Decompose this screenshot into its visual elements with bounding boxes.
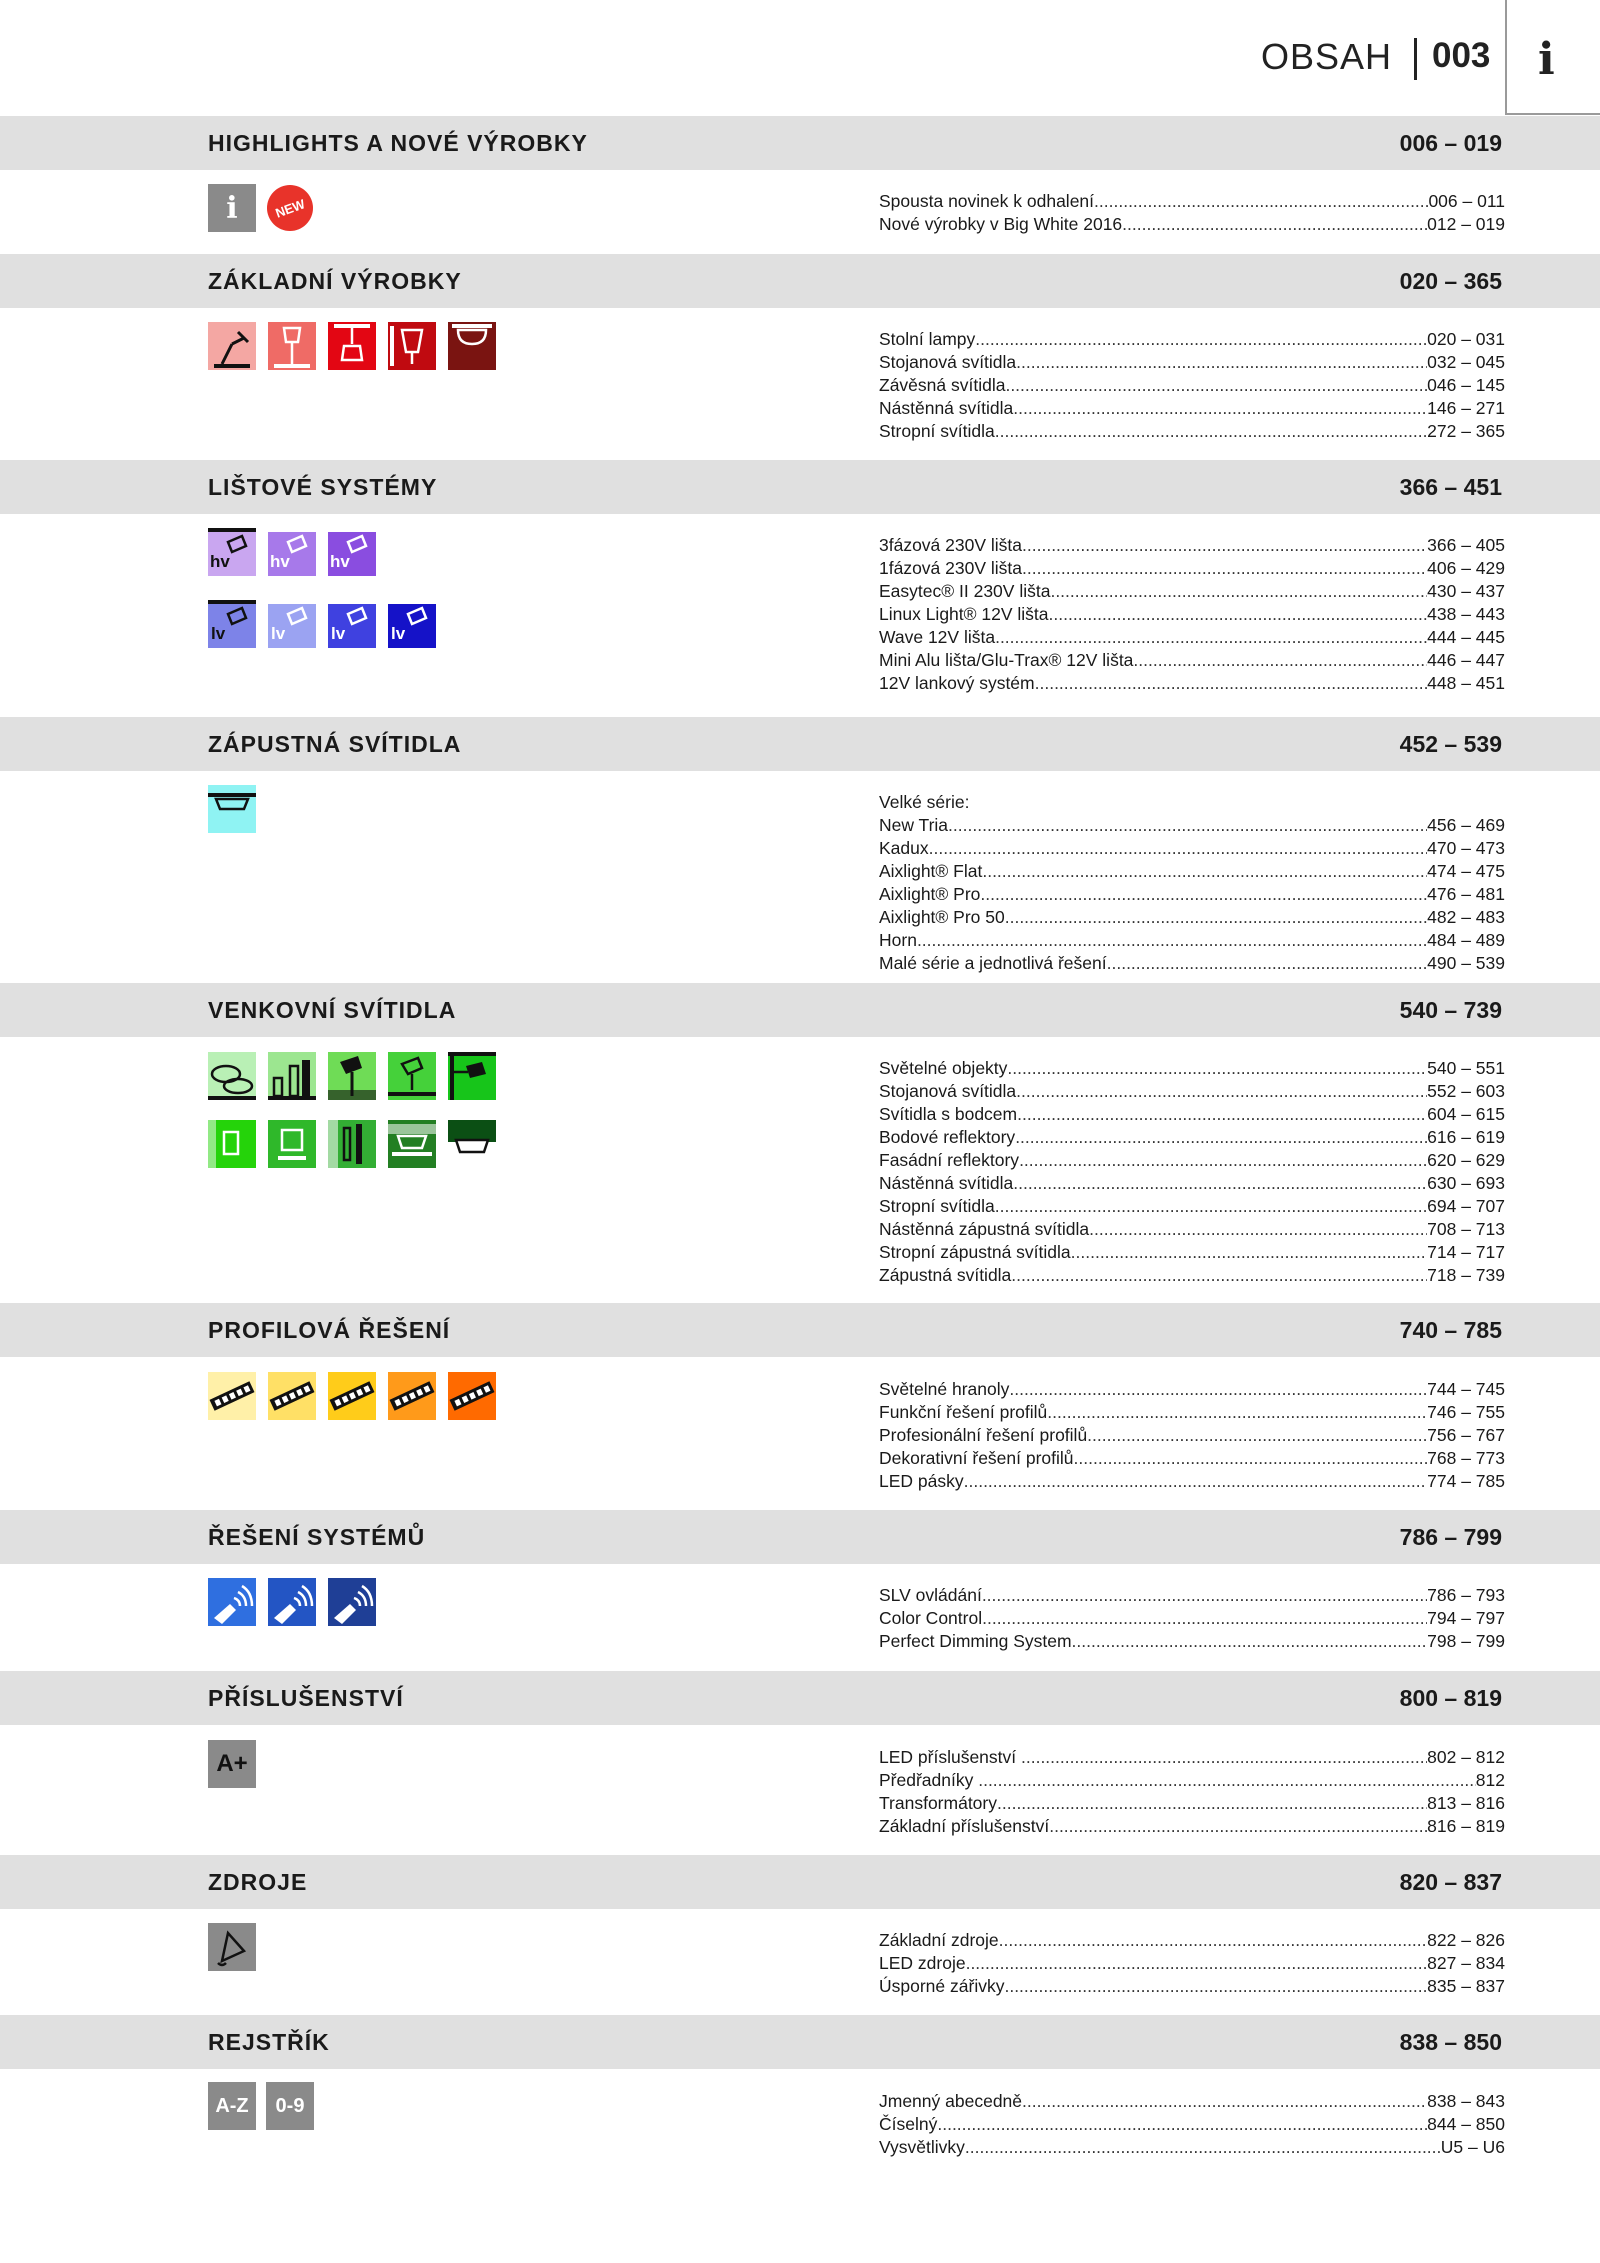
toc-entry[interactable]: Zápustná svítidla ..... 718 – 739 (879, 1264, 1505, 1287)
toc-entry[interactable]: Základní příslušenství ..... 816 – 819 (879, 1815, 1505, 1838)
info-icon: i (208, 184, 256, 232)
toc-list-system-solutions (879, 1584, 1505, 1653)
info-icon: i (1538, 34, 1555, 85)
track-hv-icon (328, 528, 376, 576)
toc-entry[interactable]: Nástěnná zápustná svítidla ..... 708 – 713 (879, 1218, 1505, 1241)
toc-entry[interactable]: Malé série a jednotlivá řešení ..... 490 – 539 (879, 952, 1505, 975)
section-bar-accessories[interactable] (0, 1671, 1600, 1725)
numeric-index-icon: 0-9 (266, 2082, 314, 2130)
toc-entry[interactable]: LED zdroje ..... 827 – 834 (879, 1952, 1505, 1975)
toc-list-index (879, 2090, 1505, 2159)
toc-list-basic-products (879, 328, 1505, 443)
section-bar-system-solutions[interactable] (0, 1510, 1600, 1564)
toc-entry[interactable]: 3fázová 230V lišta ..... 366 – 405 (879, 534, 1505, 557)
toc-entry[interactable]: Nástěnná svítidla ..... 630 – 693 (879, 1172, 1505, 1195)
toc-entry[interactable]: Stropní zápustná svítidla ..... 714 – 717 (879, 1241, 1505, 1264)
toc-entry[interactable]: Svítidla s bodcem ..... 604 – 615 (879, 1103, 1505, 1126)
track-hv-label: hv (270, 552, 290, 571)
section-bar-profiles[interactable] (0, 1303, 1600, 1357)
section-range: 006 – 019 (1399, 130, 1502, 156)
section-bar-highlights[interactable] (0, 116, 1600, 170)
toc-entry[interactable]: Bodové reflektory ..... 616 – 619 (879, 1126, 1505, 1149)
outdoor-ceiling-recessed-icon (388, 1120, 436, 1168)
toc-entry[interactable]: Funkční řešení profilů ..... 746 – 755 (879, 1401, 1505, 1424)
floor-lamp-icon (268, 322, 316, 370)
section-range: 366 – 451 (1399, 474, 1502, 500)
toc-entry[interactable]: Transformátory ..... 813 – 816 (879, 1792, 1505, 1815)
toc-entry[interactable]: Číselný ..... 844 – 850 (879, 2113, 1505, 2136)
wall-lamp-icon (388, 322, 436, 370)
section-range: 540 – 739 (1399, 997, 1502, 1023)
alphabetic-index-icon: A-Z (208, 2082, 256, 2130)
new-badge-label: NEW (273, 195, 307, 221)
toc-entry[interactable]: Kadux ..... 470 – 473 (879, 837, 1505, 860)
section-title: ZÁKLADNÍ VÝROBKY (208, 268, 462, 294)
toc-entry[interactable]: Základní zdroje ..... 822 – 826 (879, 1929, 1505, 1952)
section-range: 838 – 850 (1399, 2029, 1502, 2055)
track-hv-icon (208, 528, 256, 576)
section-title: HIGHLIGHTS A NOVÉ VÝROBKY (208, 130, 588, 156)
section-range: 740 – 785 (1399, 1317, 1502, 1343)
toc-entry[interactable]: Horn ..... 484 – 489 (879, 929, 1505, 952)
page-number: 003 (1432, 36, 1491, 75)
toc-entry[interactable]: Nové výrobky v Big White 2016 ..... 012 – 019 (879, 213, 1505, 236)
remote-control-icon (268, 1578, 316, 1626)
toc-entry[interactable]: Fasádní reflektory ..... 620 – 629 (879, 1149, 1505, 1172)
toc-entry[interactable]: Předřadníky ..... 812 (879, 1769, 1505, 1792)
toc-list-profiles (879, 1378, 1505, 1493)
outdoor-spike-icon (328, 1052, 376, 1100)
toc-entry[interactable]: Profesionální řešení profilů ..... 756 – 767 (879, 1424, 1505, 1447)
track-lv-icon (388, 600, 436, 648)
toc-list-recessed (879, 791, 1505, 975)
section-range: 786 – 799 (1399, 1524, 1502, 1550)
section-bar-outdoor[interactable] (0, 983, 1600, 1037)
accessory-icon: A+ (208, 1740, 256, 1788)
toc-entry[interactable]: Easytec® II 230V lišta ..... 430 – 437 (879, 580, 1505, 603)
track-lv-label: lv (391, 624, 406, 643)
toc-entry[interactable]: Spousta novinek k odhalení ..... 006 – 011 (879, 190, 1505, 213)
toc-entry[interactable]: Závěsná svítidla ..... 046 – 145 (879, 374, 1505, 397)
remote-control-icon (328, 1578, 376, 1626)
section-range: 020 – 365 (1399, 268, 1502, 294)
toc-entry[interactable]: LED pásky ..... 774 – 785 (879, 1470, 1505, 1493)
track-lv-label: lv (271, 624, 286, 643)
toc-entry[interactable]: Nástěnná svítidla ..... 146 – 271 (879, 397, 1505, 420)
toc-entry[interactable]: Perfect Dimming System ..... 798 – 799 (879, 1630, 1505, 1653)
toc-entry[interactable]: Stropní svítidla ..... 272 – 365 (879, 420, 1505, 443)
outdoor-wall-recessed-icon (328, 1120, 376, 1168)
track-hv-label: hv (330, 552, 350, 571)
light-bulb-icon (208, 1923, 256, 1971)
toc-entry[interactable]: 12V lankový systém ..... 448 – 451 (879, 672, 1505, 695)
toc-entry[interactable]: New Tria ..... 456 – 469 (879, 814, 1505, 837)
section-range: 800 – 819 (1399, 1685, 1502, 1711)
outdoor-light-object-icon (208, 1052, 256, 1100)
section-title: ŘEŠENÍ SYSTÉMŮ (208, 1524, 426, 1550)
track-lv-icon (208, 600, 256, 648)
section-title: PROFILOVÁ ŘEŠENÍ (208, 1317, 451, 1343)
toc-entry[interactable]: Color Control ..... 794 – 797 (879, 1607, 1505, 1630)
table-lamp-icon (208, 322, 256, 370)
section-bar-track-systems[interactable] (0, 460, 1600, 514)
led-strip-icon (448, 1372, 496, 1420)
recessed-light-icon (208, 785, 256, 833)
toc-entry[interactable]: Stojanová svítidla ..... 552 – 603 (879, 1080, 1505, 1103)
toc-entry[interactable]: Aixlight® Flat ..... 474 – 475 (879, 860, 1505, 883)
led-strip-icon (328, 1372, 376, 1420)
section-title: REJSTŘÍK (208, 2029, 330, 2055)
led-strip-icon (388, 1372, 436, 1420)
outdoor-ceiling-icon (268, 1120, 316, 1168)
toc-entry[interactable]: Mini Alu lišta/Glu-Trax® 12V lišta ..... 446 – 447 (879, 649, 1505, 672)
track-lv-icon (268, 600, 316, 648)
led-strip-icon (268, 1372, 316, 1420)
toc-entry[interactable]: Linux Light® 12V lišta ..... 438 – 443 (879, 603, 1505, 626)
toc-list-accessories (879, 1746, 1505, 1838)
toc-entry[interactable]: Stropní svítidla ..... 694 – 707 (879, 1195, 1505, 1218)
section-bar-light-sources[interactable] (0, 1855, 1600, 1909)
toc-list-track-systems (879, 534, 1505, 695)
ceiling-lamp-icon (448, 322, 496, 370)
section-title: VENKOVNÍ SVÍTIDLA (208, 997, 457, 1023)
toc-entry[interactable]: Vysvětlivky ..... U5 – U6 (879, 2136, 1505, 2159)
section-range: 820 – 837 (1399, 1869, 1502, 1895)
pendant-lamp-icon (328, 322, 376, 370)
toc-subheading: Velké série: (879, 792, 970, 812)
outdoor-spotlight-icon (388, 1052, 436, 1100)
section-bar-index[interactable] (0, 2015, 1600, 2069)
section-bar-basic-products[interactable] (0, 254, 1600, 308)
section-range: 452 – 539 (1399, 731, 1502, 757)
toc-entry[interactable]: Aixlight® Pro ..... 476 – 481 (879, 883, 1505, 906)
outdoor-recessed-icon (448, 1120, 496, 1168)
toc-list-light-sources (879, 1929, 1505, 1998)
toc-entry[interactable]: Jmenný abecedně ..... 838 – 843 (879, 2090, 1505, 2113)
section-title: LIŠTOVÉ SYSTÉMY (208, 474, 438, 500)
title-separator (1414, 38, 1417, 80)
toc-list-outdoor (879, 1057, 1505, 1287)
track-hv-label: hv (210, 552, 230, 571)
track-lv-label: lv (211, 624, 226, 643)
led-strip-icon (208, 1372, 256, 1420)
toc-entry[interactable]: 1fázová 230V lišta ..... 406 – 429 (879, 557, 1505, 580)
section-title: PŘÍSLUŠENSTVÍ (208, 1685, 404, 1711)
section-title: ZÁPUSTNÁ SVÍTIDLA (208, 731, 462, 757)
toc-entry[interactable]: SLV ovládání ..... 786 – 793 (879, 1584, 1505, 1607)
track-lv-label: lv (331, 624, 346, 643)
toc-entry[interactable]: Aixlight® Pro 50 ..... 482 – 483 (879, 906, 1505, 929)
page-title: OBSAH (1260, 36, 1392, 77)
track-hv-icon (268, 528, 316, 576)
toc-entry[interactable]: Světelné objekty ..... 540 – 551 (879, 1057, 1505, 1080)
section-bar-recessed[interactable] (0, 717, 1600, 771)
toc-list-highlights (879, 190, 1505, 236)
new-badge-icon (266, 184, 314, 232)
outdoor-facade-spot-icon (448, 1052, 496, 1100)
outdoor-bollard-icon (268, 1052, 316, 1100)
track-lv-icon (328, 600, 376, 648)
toc-entry[interactable]: Stojanová svítidla ..... 032 – 045 (879, 351, 1505, 374)
section-title: ZDROJE (208, 1869, 308, 1895)
toc-entry[interactable]: Úsporné zářivky ..... 835 – 837 (879, 1975, 1505, 1998)
toc-entry[interactable]: Světelné hranoly ..... 744 – 745 (879, 1378, 1505, 1401)
toc-entry[interactable]: Wave 12V lišta ..... 444 – 445 (879, 626, 1505, 649)
remote-control-icon (208, 1578, 256, 1626)
toc-entry[interactable]: Dekorativní řešení profilů ..... 768 – 773 (879, 1447, 1505, 1470)
outdoor-wall-icon (208, 1120, 256, 1168)
toc-entry[interactable]: LED příslušenství ..... 802 – 812 (879, 1746, 1505, 1769)
toc-entry[interactable]: Stolní lampy ..... 020 – 031 (879, 328, 1505, 351)
